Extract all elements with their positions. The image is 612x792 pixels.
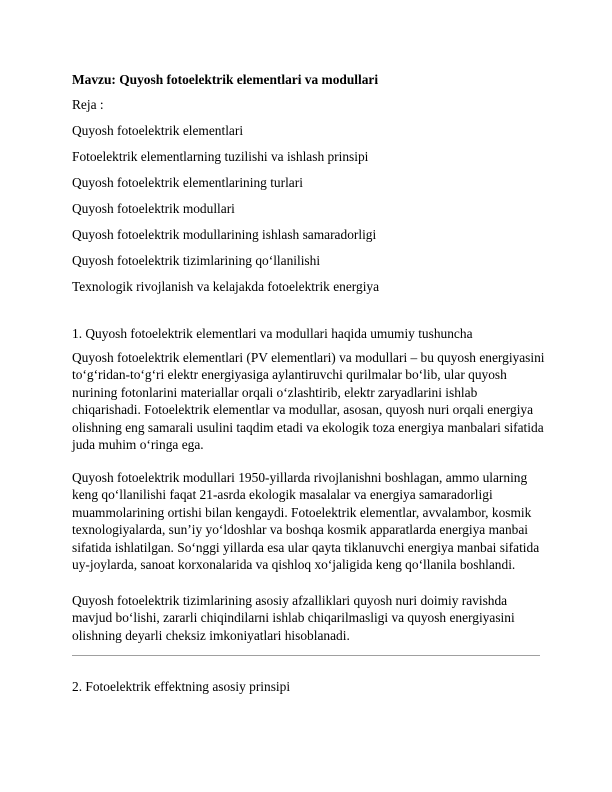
section-heading: 1. Quyosh fotoelektrik elementlari va modullari haqida umumiy tushuncha xyxy=(72,326,473,341)
plan-item: Texnologik rivojlanish va kelajakda fotoelektrik energiya xyxy=(72,279,380,294)
paragraph: Quyosh fotoelektrik modullari 1950-yillarda rivojlanishni boshlagan, ammo ularning keng qo‘llanilishi faqat 21-asrda ekologik masalalar va energiya samaradorligi muammolarining ortishi bilan kengaydi. Fotoelektrik elementlar, avvalambor, kosmik texnologiyalarda, sun’iy yo‘ldoshlar va boshqa kosmik apparatlarda energiya manbai sifatida ishlatilgan. So‘nggi yillarda esa ular qayta tiklanuvchi energiya manbai sifatida uy-joylarda, sanoat korxonalarida va qishloq xo‘jaligida keng qo‘llanila boshlandi. xyxy=(72,470,540,573)
plan-item: Quyosh fotoelektrik modullarining ishlash samaradorligi xyxy=(72,227,377,242)
document-title: Mavzu: Quyosh fotoelektrik elementlari va modullari xyxy=(72,72,379,87)
plan-item: Quyosh fotoelektrik tizimlarining qo‘llanilishi xyxy=(72,253,321,268)
plan-item: Fotoelektrik elementlarning tuzilishi va ishlash prinsipi xyxy=(72,149,369,164)
paragraph: Quyosh fotoelektrik elementlari (PV elementlari) va modullari – bu quyosh energiyasini to‘g‘ridan-to‘g‘ri elektr energiyasiga aylantiruvchi qurilmalar bo‘lib, ular quyosh nurining fotonlarini materiallar orqali o‘zlashtirib, elektr zaryadlarini ishlab chiqarishadi. Fotoelektrik elementlar va modullar, asosan, quyosh nuri orqali energiya olishning eng samarali usulini taqdim etadi va ekologik toza energiya manbalari sifatida juda muhim o‘ringa ega. xyxy=(72,350,545,453)
section-heading: 2. Fotoelektrik effektning asosiy prinsipi xyxy=(72,679,291,694)
paragraph: Quyosh fotoelektrik tizimlarining asosiy afzalliklari quyosh nuri doimiy ravishda mavjud bo‘lishi, zararli chiqindilarni ishlab chiqarilmasligi va quyosh energiyasini olishning deyarli cheksiz imkoniyatlari hisoblanadi. xyxy=(72,593,515,643)
plan-item: Quyosh fotoelektrik elementlarining turlari xyxy=(72,175,303,190)
plan-item: Quyosh fotoelektrik modullari xyxy=(72,201,235,216)
plan-item: Quyosh fotoelektrik elementlari xyxy=(72,123,244,138)
plan-label: Reja : xyxy=(72,97,104,112)
horizontal-divider xyxy=(72,655,540,656)
